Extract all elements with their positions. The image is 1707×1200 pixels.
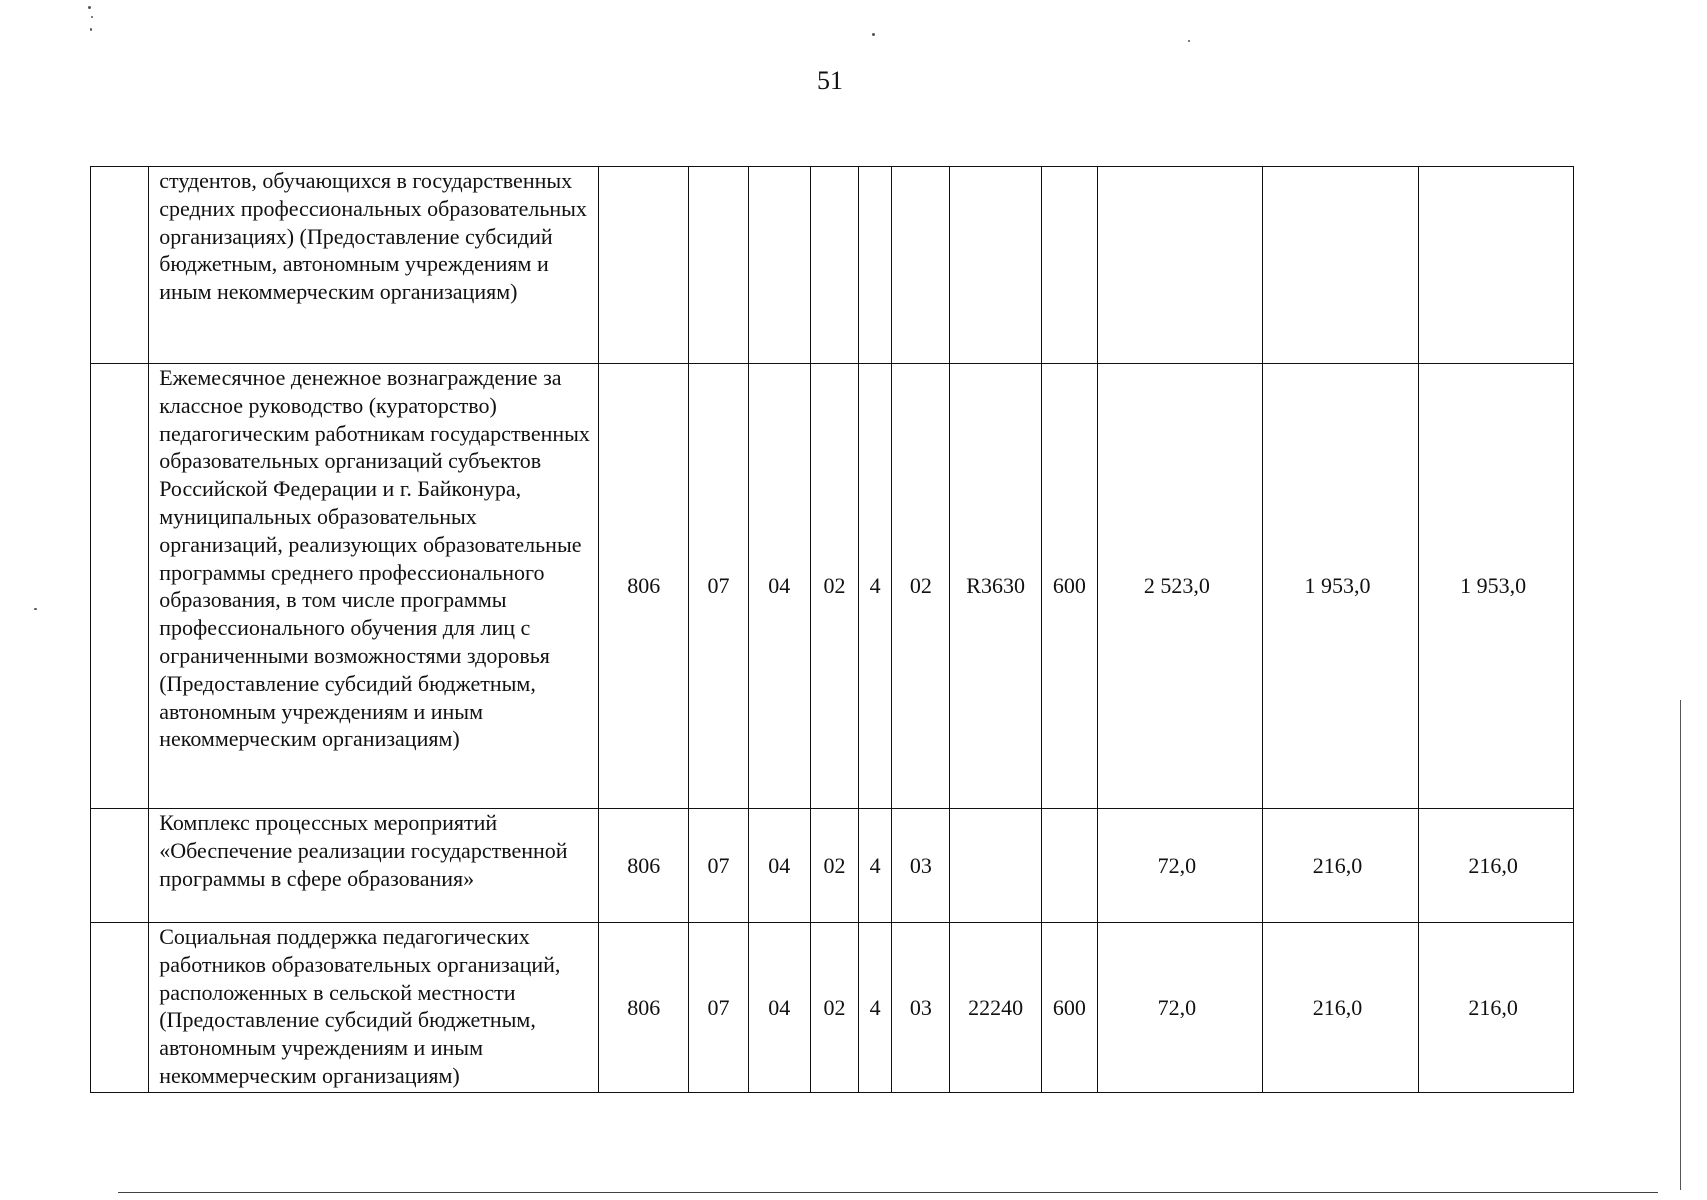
section-code-cell: 07 [689, 923, 748, 1093]
table-row [91, 364, 1574, 809]
amount-year-2-cell: 1 953,0 [1262, 364, 1419, 809]
expense-type-cell: 600 [1041, 364, 1097, 809]
scan-edge-line [118, 1192, 1658, 1193]
expense-type-cell: 600 [1041, 923, 1097, 1093]
ministry-code-cell: 806 [599, 809, 689, 923]
structure-element-cell [892, 167, 950, 364]
scan-edge-line [1680, 700, 1681, 1190]
amount-year-2-cell: 216,0 [1262, 809, 1419, 923]
amount-year-2-cell: 216,0 [1262, 923, 1419, 1093]
subsection-code-cell [748, 167, 810, 364]
row-number-cell [91, 809, 149, 923]
amount-year-3-cell: 216,0 [1419, 809, 1574, 923]
program-code-cell: 02 [810, 809, 858, 923]
item-name-cell: Социальная поддержка педагогических работников образовательных организаций, расположенных в сельской местности (Предоставление субсидий бюджетным, автономным учреждениям и иным некоммерческим организациям) [149, 923, 599, 1093]
amount-year-3-cell [1419, 167, 1574, 364]
amount-year-2-cell [1262, 167, 1419, 364]
expense-direction-cell: R3630 [950, 364, 1041, 809]
scan-speck [90, 28, 92, 31]
expense-direction-cell: 22240 [950, 923, 1041, 1093]
scan-speck [34, 608, 37, 610]
program-code-cell: 02 [810, 923, 858, 1093]
subsection-code-cell: 04 [748, 809, 810, 923]
ministry-code-cell: 806 [599, 923, 689, 1093]
amount-year-1-cell: 2 523,0 [1098, 364, 1263, 809]
program-code-cell: 02 [810, 364, 858, 809]
expense-type-cell [1041, 167, 1097, 364]
page-number: 51 [817, 66, 843, 95]
structure-element-cell: 03 [892, 923, 950, 1093]
amount-year-1-cell: 72,0 [1098, 923, 1263, 1093]
row-number-cell [91, 923, 149, 1093]
item-name-cell: Ежемесячное денежное вознаграждение за классное руководство (кураторство) педагогическим работникам государственных образовательных организаций субъектов Российской Федерации и г. Байконура, муниципальных образовательных организаций, реализующих образовательные программы среднего профессионального образования, в том числе программы профессионального обучения для лиц с ограниченными возможностями здоровья (Предоставление субсидий бюджетным, автономным учреждениям и иным некоммерческим организациям) [149, 364, 599, 809]
item-name-cell: студентов, обучающихся в государственных средних профессиональных образовательных организациях) (Предоставление субсидий бюджетным, автономным учреждениям и иным некоммерческим организациям) [149, 167, 599, 364]
scan-speck [88, 6, 91, 9]
scan-speck [872, 33, 875, 36]
expense-direction-cell [950, 809, 1041, 923]
row-number-cell [91, 167, 149, 364]
row-number-cell [91, 364, 149, 809]
amount-year-1-cell [1098, 167, 1263, 364]
section-code-cell: 07 [689, 809, 748, 923]
program-type-cell [859, 167, 892, 364]
ministry-code-cell [599, 167, 689, 364]
program-type-cell: 4 [859, 364, 892, 809]
amount-year-3-cell: 1 953,0 [1419, 364, 1574, 809]
section-code-cell: 07 [689, 364, 748, 809]
structure-element-cell: 03 [892, 809, 950, 923]
scan-speck [91, 16, 93, 18]
program-type-cell: 4 [859, 923, 892, 1093]
structure-element-cell: 02 [892, 364, 950, 809]
item-name-cell: Комплекс процессных мероприятий «Обеспечение реализации государственной программы в сфере образования» [149, 809, 599, 923]
section-code-cell [689, 167, 748, 364]
expense-type-cell [1041, 809, 1097, 923]
table-row [91, 167, 1574, 364]
table-row [91, 923, 1574, 1093]
subsection-code-cell: 04 [748, 923, 810, 1093]
program-type-cell: 4 [859, 809, 892, 923]
scan-speck [1188, 40, 1190, 42]
table-row [91, 809, 1574, 923]
ministry-code-cell: 806 [599, 364, 689, 809]
program-code-cell [810, 167, 858, 364]
budget-table [90, 166, 1574, 1093]
subsection-code-cell: 04 [748, 364, 810, 809]
expense-direction-cell [950, 167, 1041, 364]
amount-year-1-cell: 72,0 [1098, 809, 1263, 923]
amount-year-3-cell: 216,0 [1419, 923, 1574, 1093]
